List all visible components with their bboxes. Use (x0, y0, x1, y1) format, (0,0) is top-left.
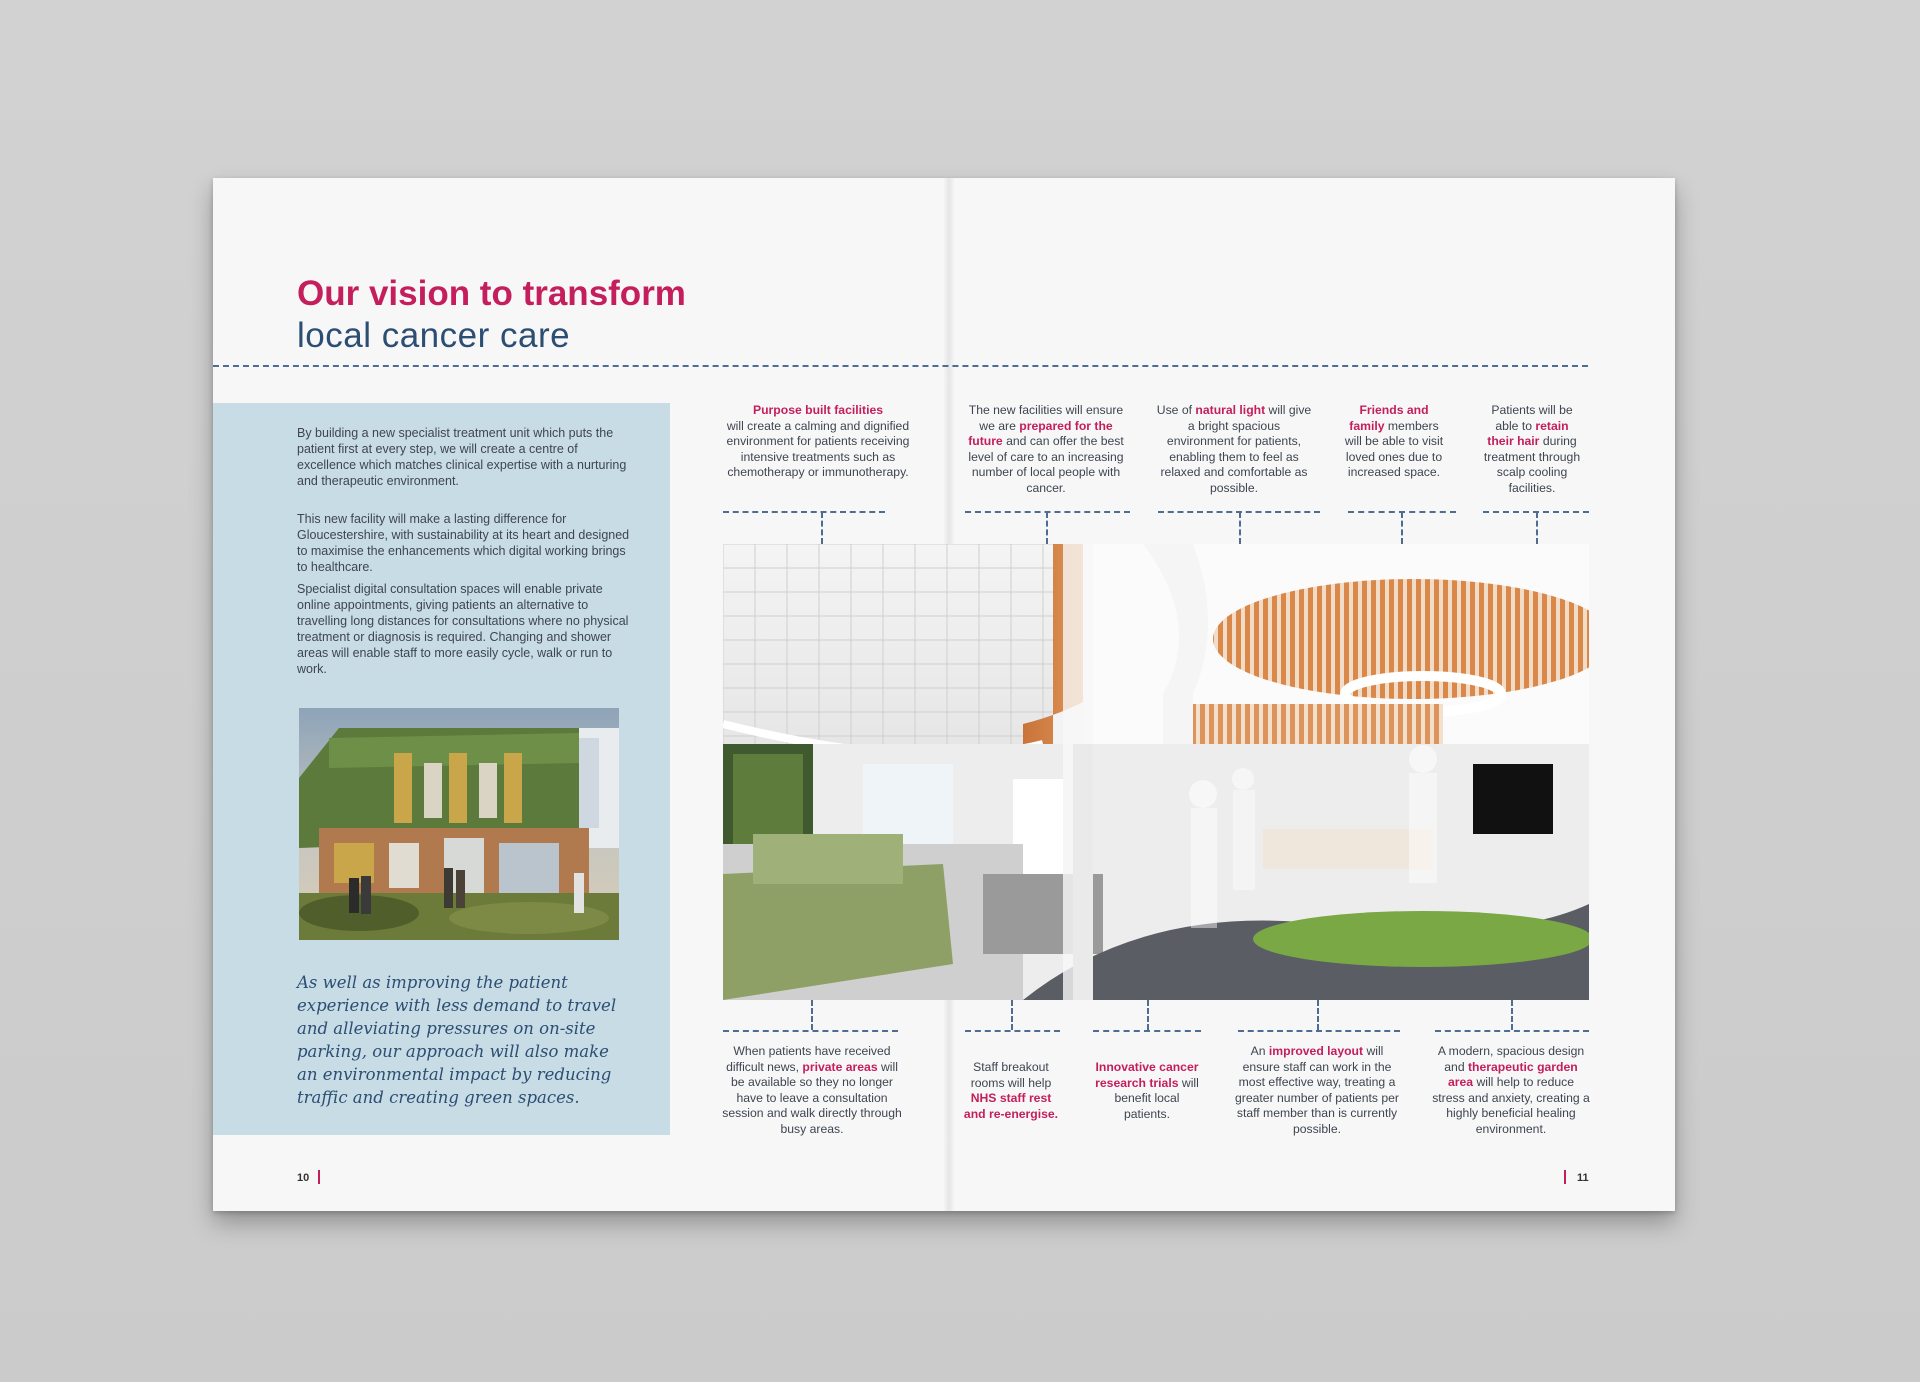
caption-highlight: Purpose built facilities (752, 403, 884, 417)
intro-paragraph-1: By building a new specialist treatment unit which puts the patient first at every step, we will create a centre of excellence which matches clinical expertise with a nurturing and therapeutic environment. (297, 426, 627, 488)
page-number-left: 10 (297, 1172, 310, 1184)
caption-text: during treatment through scalp cooling facilities. (1483, 434, 1581, 495)
connector-line (1317, 1000, 1319, 1030)
connector-line (1147, 1000, 1149, 1030)
connector-line (723, 1030, 898, 1032)
connector-line (1011, 1000, 1013, 1030)
connector-line (1239, 512, 1241, 544)
connector-line (1536, 512, 1538, 544)
connector-line (1093, 1030, 1201, 1032)
caption-text: Patients will be able to (1491, 403, 1573, 433)
connector-line (821, 512, 823, 544)
caption-text: A modern, spacious design and (1437, 1044, 1585, 1074)
caption-retain-hair (1483, 403, 1581, 497)
intro-paragraph-2: This new facility will make a lasting difference for Gloucestershire, with sustainability at its heart and designed to maximise the enhancements which digital working brings to healthcare. (297, 512, 630, 574)
caption-research-trials (1090, 1060, 1204, 1122)
caption-future (962, 403, 1130, 497)
caption-friends-family (1343, 403, 1445, 481)
brochure-spread (213, 178, 1675, 1211)
caption-text: will give a bright spacious environment for patients, enabling them to feel as relaxed and comfortable as possible. (1160, 403, 1312, 495)
page-subtitle: local cancer care (297, 316, 571, 355)
caption-purpose-built (713, 403, 923, 481)
caption-highlight: Innovative cancer research trials (1095, 1060, 1199, 1090)
caption-text: will help to reduce stress and anxiety, creating a highly beneficial healing environment. (1432, 1075, 1590, 1136)
page-title: Our vision to transform (297, 274, 686, 313)
caption-highlight: natural light (1195, 403, 1266, 417)
page-number-marker (1564, 1170, 1566, 1184)
caption-highlight: Friends and family (1349, 403, 1429, 433)
interior-render-image (723, 544, 1589, 1000)
connector-line (1401, 512, 1403, 544)
intro-panel (213, 403, 670, 1135)
connector-line (1046, 512, 1048, 544)
pull-quote: As well as improving the patient experience with less demand to travel and alleviating pressures on on-site parking, our approach will also make an environmental impact by reducing traffic and creating green spaces. (297, 973, 617, 1107)
caption-text: When patients have received difficult news, (726, 1044, 891, 1074)
caption-highlight: NHS staff rest and re-energise. (963, 1091, 1059, 1121)
caption-text: The new facilities will ensure we are (968, 403, 1124, 433)
caption-highlight: retain their hair (1487, 418, 1569, 449)
caption-highlight: therapeutic garden area (1447, 1059, 1578, 1090)
page-number-marker (318, 1170, 320, 1184)
intro-paragraph-3: Specialist digital consultation spaces will enable private online appointments, giving patients an alternative to travelling long distances for consultations where no physical treatment or diagnosis is required. Changing and shower areas will enable staff to more easily cycle, walk or run to work. (297, 582, 629, 676)
caption-highlight: prepared for the future (968, 418, 1113, 449)
caption-text: will benefit local patients. (1114, 1075, 1199, 1121)
caption-staff-rest (961, 1060, 1061, 1122)
caption-garden-area (1431, 1044, 1591, 1138)
caption-text: Staff breakout rooms will help (970, 1060, 1052, 1090)
building-exterior-image (299, 708, 619, 940)
connector-line (811, 1000, 813, 1030)
connector-line (723, 511, 885, 513)
connector-line (1511, 1000, 1513, 1030)
caption-text: Use of (1156, 403, 1193, 417)
caption-text: members will be able to visit loved ones due to increased space. (1344, 418, 1444, 480)
caption-improved-layout (1234, 1044, 1400, 1138)
connector-line (1238, 1030, 1400, 1032)
caption-text: An (1250, 1044, 1266, 1058)
caption-highlight: improved layout (1268, 1044, 1364, 1058)
caption-text: will create a calming and dignified environment for patients receiving intensive treatments such as chemotherapy or immunotherapy. (726, 418, 910, 480)
caption-natural-light (1153, 403, 1315, 497)
caption-text: will be available so they no longer have to leave a consultation session and walk directly through busy areas. (722, 1059, 902, 1136)
caption-highlight: private areas (802, 1059, 878, 1074)
connector-line (1435, 1030, 1589, 1032)
caption-text: will ensure staff can work in the most effective way, treating a greater number of patients per staff member than is currently possible. (1235, 1044, 1399, 1136)
caption-text: and can offer the best level of care to an increasing number of local people with cancer. (968, 434, 1124, 495)
page-number-right: 11 (1577, 1172, 1589, 1184)
connector-line (965, 1030, 1060, 1032)
title-divider (213, 365, 1588, 367)
caption-private-areas (718, 1044, 906, 1138)
